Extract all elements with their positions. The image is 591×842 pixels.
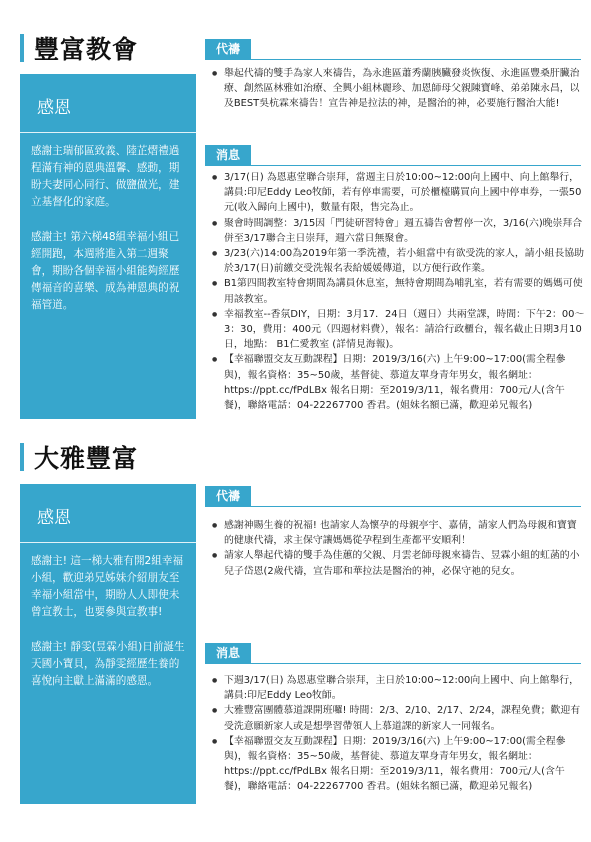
list-item: ● 大雅豐富團體慕道課開班囉! 時間：2/3、2/10、2/17、2/24，課程免費；歡迎有受洗意願新家人或是想學習帶領人上慕道課的新家人一同報名。 (212, 703, 586, 733)
divider (205, 165, 581, 166)
list-item: ● 感謝神賜生養的祝福! 也請家人為懷孕的母親亭宇、嘉倩，請家人們為母親和寶寶的健康代禱，求主保守讓媽媽從孕程到生產都平安順利！ (212, 518, 586, 548)
title-accent-bar (20, 443, 24, 471)
list-item: ● 下週3/17(日) 為恩惠堂聯合崇拜，主日於10:00~12:00向上國中、向上館舉行，講員:印尼Eddy Leo牧師。 (212, 673, 586, 703)
church1-title (20, 33, 138, 63)
church1-thanks-panel (20, 74, 196, 419)
church2-news-list (212, 673, 586, 795)
church1-thanks-body (20, 133, 196, 314)
list-item: ● B1第四間教室特會期間為講員休息室，無特會期間為哺乳室，若有需要的媽媽可使用該教室。 (212, 276, 586, 306)
title-accent-bar (20, 34, 24, 62)
thanks-paragraph: 感謝主瑞郁區致義、陸芷熠禮過程滿有神的恩典溫馨、感動，期盼夫妻同心同行、做鹽做光，建立基督化的家庭。 (31, 145, 180, 208)
church1-news-label: 消息 (205, 145, 251, 165)
list-item: ● 舉起代禱的雙手為家人來禱告，為永進區蕭秀蘭胰臟發炎恢復、永進區豐桑肝臟治療、創然區林雅如治療、全興小組林麗珍、加恩師母父親陳寶峰、弟弟陳永昌，以及BEST吳杭霖來禱告！宣告神是拉法的神，是醫治的神，必要施行醫治大能! (212, 66, 586, 112)
church1-prayer-label: 代禱 (205, 39, 251, 59)
list-item: ● 【幸福聯盟交友互動課程】日期：2019/3/16(六) 上午9:00~17:00(需全程參與)，報名資格：35~50歲，基督徒、慕道友單身青年男女，報名網址：https://ppt.cc/fPdLBx 報名日期：至2019/3/11，報名費用：700元/人(含午餐)，聯絡電話：04-22267700 香君。(姐妹名額已滿，歡迎弟兄報名) (212, 352, 586, 413)
list-item: ● 幸福教室--香氛DIY，日期：3月17．24日（週日）共兩堂課，時間：下午2：00～3：30，費用：400元（四週材料費），報名：請洽行政櫃台，報名截止日期3月10日，地點： B1仁愛教室 (詳情見海報)。 (212, 307, 586, 353)
divider (205, 59, 581, 60)
thanks-paragraph: 感謝主! 第六梯48組幸福小組已經開跑，本週將進入第二週聚會，期盼各個幸福小組能夠經歷傳福音的喜樂、成為神恩典的祝福管道。 (31, 231, 180, 311)
list-item: ● 3/23(六)14:00為2019年第一季洗禮，若小組當中有欲受洗的家人，請小組長協助於3/17(日)前繳交受洗報名表給媛媛傳道，以方便行政作業。 (212, 246, 586, 276)
church1-prayer-list (212, 66, 586, 112)
church1-thanks-heading: 感恩 (37, 98, 71, 118)
divider (205, 506, 581, 507)
church2-title (20, 442, 138, 472)
church1-news-list (212, 170, 586, 413)
list-item: ● 聚會時間調整：3/15因「門徒研習特會」週五禱告會暫停一次，3/16(六)晚崇拜合併至3/17聯合主日崇拜，週六當日無聚會。 (212, 216, 586, 246)
church2-news-label: 消息 (205, 643, 251, 663)
church2-thanks-heading: 感恩 (37, 508, 71, 528)
church2-prayer-label: 代禱 (205, 486, 251, 506)
church2-prayer-list (212, 518, 586, 579)
list-item: ● 請家人舉起代禱的雙手為佳蕙的父親、月雲老師母親來禱告、昱霖小組的虹菡的小兒子岱恩(2歲代禱，宣告耶和華拉法是醫治的神，必保守祂的兒女。 (212, 548, 586, 578)
thanks-paragraph: 感謝主! 靜雯(昱霖小組)日前誕生天國小寶貝，為靜雯經歷生養的喜悅向主獻上滿滿的感恩。 (31, 641, 185, 687)
church2-name: 大雅豐富 (34, 444, 139, 473)
thanks-paragraph: 感謝主! 這一梯大雅有開2組幸福小組，歡迎弟兄姊妹介紹朋友至幸福小組當中，期盼人人即使未曾宣教士，也要參與宣教事! (31, 555, 184, 618)
list-item: ● 【幸福聯盟交友互動課程】日期：2019/3/16(六) 上午9:00~17:00(需全程參與)，報名資格：35~50歲，基督徒、慕道友單身青年男女，報名網址：https://ppt.cc/fPdLBx 報名日期：至2019/3/11，報名費用：700元/人(含午餐)，聯絡電話：04-22267700 香君。(姐妹名額已滿，歡迎弟兄報名) (212, 734, 586, 795)
list-item: ● 3/17(日) 為恩惠堂聯合崇拜，當週主日於10:00~12:00向上國中、向上館舉行，講員:印尼Eddy Leo牧師，若有停車需要，可於櫃檯購買向上國中停車券，一張50元(收入歸向上國中)，數量有限，售完為止。 (212, 170, 586, 216)
church2-thanks-panel (20, 484, 196, 804)
divider (205, 663, 581, 664)
church2-thanks-body (20, 543, 196, 690)
church1-name: 豐富教會 (34, 35, 139, 64)
